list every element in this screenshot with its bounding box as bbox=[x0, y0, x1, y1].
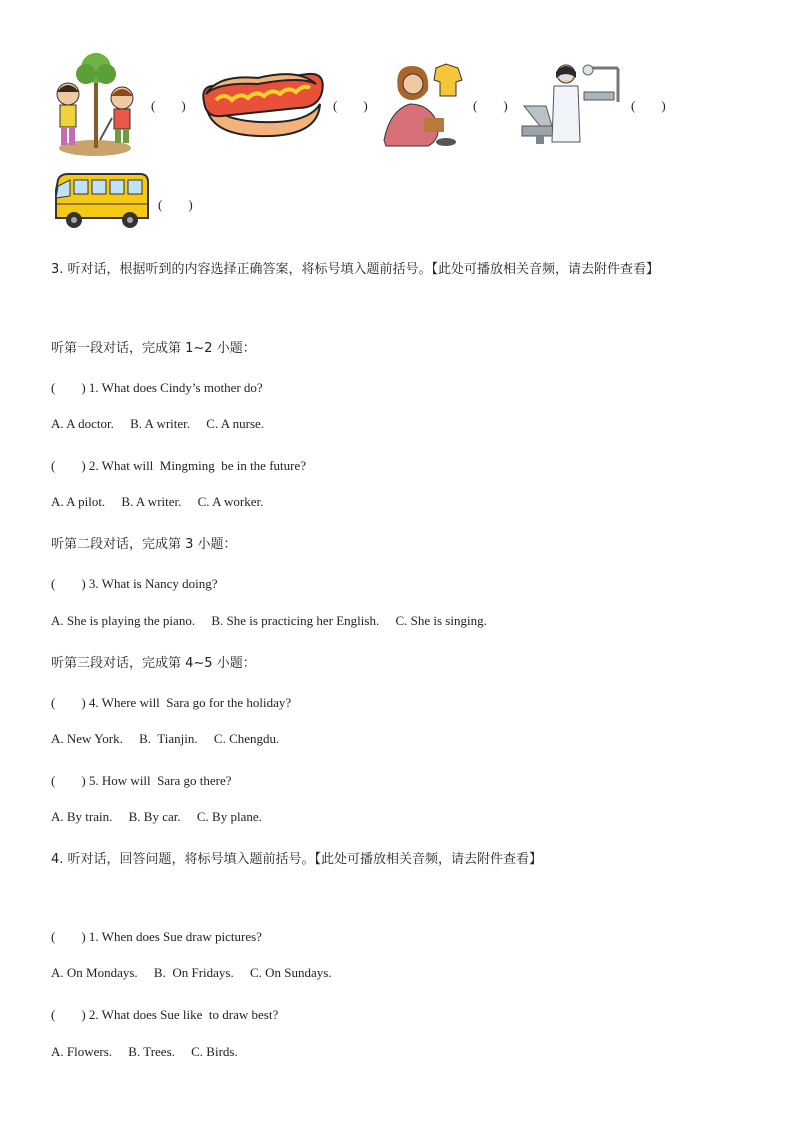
section-3-part-2-title: 听第二段对话，完成第 3 小题： bbox=[51, 537, 237, 552]
section-3-question-3[interactable]: ( ) 3. What is Nancy doing? bbox=[51, 576, 218, 591]
school-bus-icon bbox=[52, 170, 152, 232]
section-3-question-2-options: A. A pilot. B. A writer. C. A worker. bbox=[51, 494, 264, 509]
section-3-instruction: 3. 听对话，根据听到的内容选择正确答案，将标号填入题前括号。【此处可播放相关音频，请去附件查看】 bbox=[51, 262, 660, 277]
section-4-question-2-options: A. Flowers. B. Trees. C. Birds. bbox=[51, 1044, 238, 1059]
section-3-question-5-options: A. By train. B. By car. C. By plane. bbox=[51, 809, 262, 824]
section-4-instruction: 4. 听对话，回答问题，将标号填入题前括号。【此处可播放相关音频，请去附件查看】 bbox=[51, 852, 543, 867]
picture-blank-2[interactable]: ( ) bbox=[333, 98, 368, 113]
section-3-part-3-title: 听第三段对话，完成第 4~5 小题： bbox=[51, 656, 256, 671]
dentist-icon bbox=[518, 62, 624, 146]
section-4-question-1-options: A. On Mondays. B. On Fridays. C. On Sundays. bbox=[51, 965, 332, 980]
section-3-question-5[interactable]: ( ) 5. How will Sara go there? bbox=[51, 773, 232, 788]
picture-blank-1[interactable]: ( ) bbox=[151, 98, 186, 113]
section-3-question-4-options: A. New York. B. Tianjin. C. Chengdu. bbox=[51, 731, 280, 746]
section-4-question-2[interactable]: ( ) 2. What does Sue like to draw best? bbox=[51, 1007, 279, 1022]
picture-blank-3[interactable]: ( ) bbox=[473, 98, 508, 113]
picture-blank-4[interactable]: ( ) bbox=[631, 98, 666, 113]
woman-with-clothes-icon bbox=[380, 60, 466, 148]
section-3-question-1-options: A. A doctor. B. A writer. C. A nurse. bbox=[51, 416, 265, 431]
section-3-question-2[interactable]: ( ) 2. What will Mingming be in the future? bbox=[51, 458, 307, 473]
section-3-question-1[interactable]: ( ) 1. What does Cindy’s mother do? bbox=[51, 380, 263, 395]
section-4-question-1[interactable]: ( ) 1. When does Sue draw pictures? bbox=[51, 929, 262, 944]
section-3-question-4[interactable]: ( ) 4. Where will Sara go for the holiday? bbox=[51, 695, 292, 710]
tree-planting-kids-icon bbox=[50, 50, 145, 158]
hot-dog-icon bbox=[198, 64, 326, 142]
section-3-question-3-options: A. She is playing the piano. B. She is practicing her English. C. She is singing. bbox=[51, 613, 487, 628]
picture-blank-5[interactable]: ( ) bbox=[158, 197, 193, 212]
section-3-part-1-title: 听第一段对话，完成第 1~2 小题： bbox=[51, 341, 256, 356]
